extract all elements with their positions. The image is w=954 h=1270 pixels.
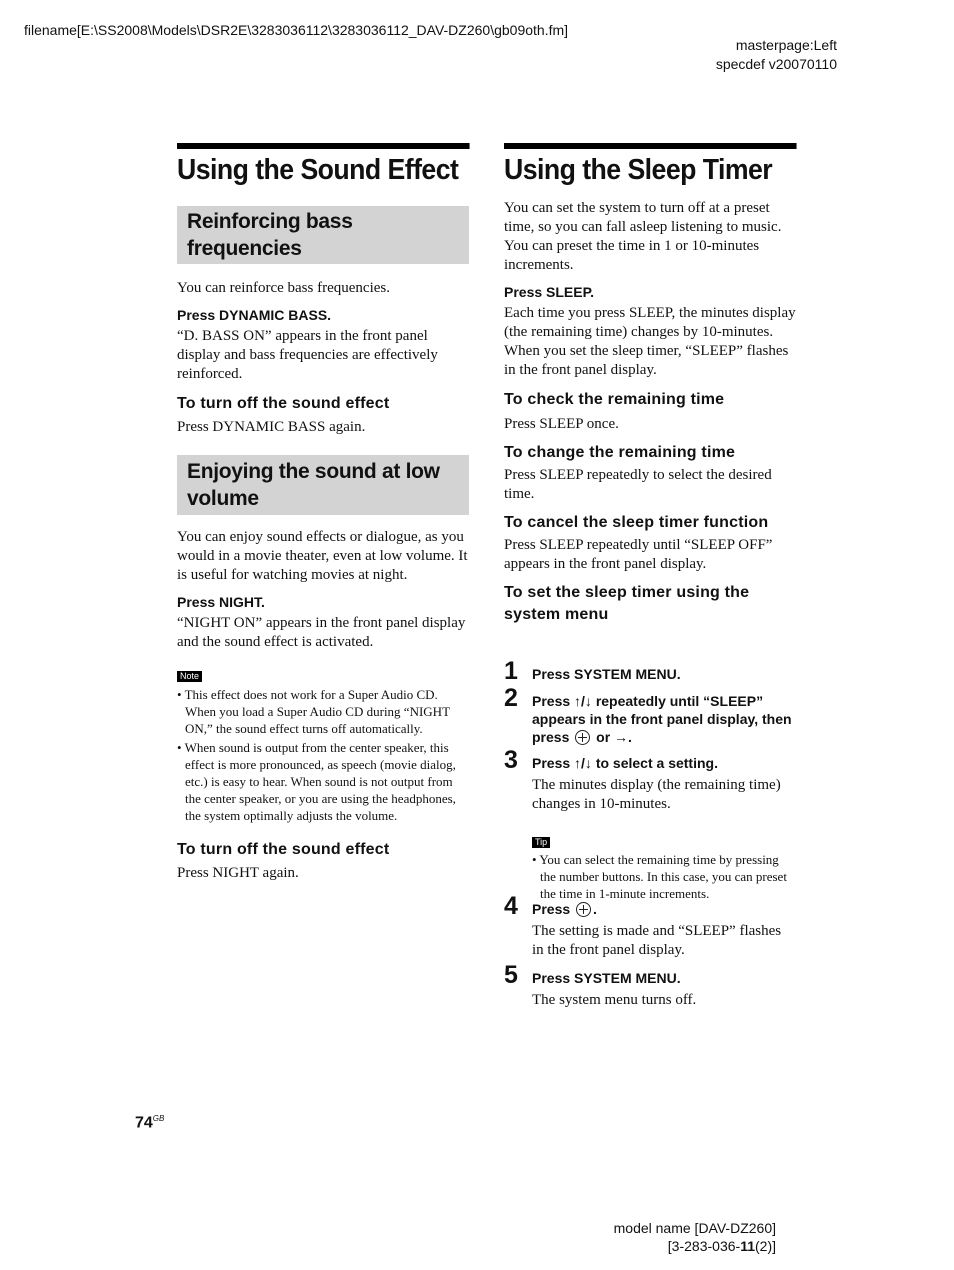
enter-button-icon: [576, 902, 591, 917]
right-page-title: Using the Sleep Timer: [504, 143, 797, 187]
night-body: “NIGHT ON” appears in the front panel display and the sound effect is activated.: [177, 615, 466, 650]
step-5: [504, 962, 796, 1010]
step-instruction: Press SYSTEM MENU.: [532, 666, 681, 682]
page-number: $74^{GB}$: [135, 1114, 165, 1132]
right-arrow-icon: →: [614, 729, 629, 745]
step-number: 3: [504, 746, 518, 774]
masterpage-header: masterpage:Left: [735, 37, 837, 53]
step-3: [504, 747, 796, 902]
bass-intro: You can reinforce bass frequencies.: [177, 280, 390, 296]
night-intro: You can enjoy sound effects or dialogue, as you would in a movie theater, even at low volume. It is useful for watching movies at night.: [177, 529, 468, 583]
left-page-title: Using the Sound Effect: [177, 143, 470, 187]
step-number: 1: [504, 657, 518, 685]
menu-heading: To set the sleep timer using the system menu: [504, 584, 750, 623]
night-off-heading: To turn off the sound effect: [177, 841, 390, 858]
step-description: The system menu turns off.: [532, 992, 697, 1008]
tip-item: • You can select the remaining time by pressing the number buttons. In this case, you can preset the time in 1-minute increments.: [532, 852, 787, 901]
tip-label: Tip: [532, 837, 550, 848]
page-suffix: GB: [152, 1114, 165, 1123]
sleep-intro: You can set the system to turn off at a preset time, so you can fall asleep listening to music. You can preset the time in 1 or 10-minutes increments.: [504, 200, 782, 273]
step-instruction: Press ↑/↓ to select a setting.: [532, 755, 718, 771]
bass-off-body: Press DYNAMIC BASS again.: [177, 419, 366, 435]
step-number: 4: [504, 892, 518, 920]
step-number: 5: [504, 961, 518, 989]
step-number: 2: [504, 684, 518, 712]
step-instruction: Press SYSTEM MENU.: [532, 970, 681, 986]
model-name: model name [DAV-DZ260]: [613, 1220, 776, 1236]
enter-button-icon: [575, 730, 590, 745]
note-label: Note: [177, 671, 202, 682]
up-down-arrow-icon: ↑/↓: [574, 755, 592, 771]
step-description: The setting is made and “SLEEP” flashes in the front panel display.: [532, 923, 782, 958]
step-2: [504, 685, 796, 746]
step-1: [504, 658, 796, 683]
night-section-heading: Enjoying the sound at low volume: [177, 455, 469, 515]
bass-instruction: Press DYNAMIC BASS.: [177, 307, 332, 323]
step-description: The minutes display (the remaining time) changes in 10-minutes.: [532, 777, 781, 812]
night-off-body: Press NIGHT again.: [177, 865, 299, 881]
cancel-heading: To cancel the sleep timer function: [504, 514, 769, 531]
night-instruction: Press NIGHT.: [177, 594, 265, 610]
change-heading: To change the remaining time: [504, 444, 736, 461]
check-body: Press SLEEP once.: [504, 416, 619, 432]
sleep-instruction: Press SLEEP.: [504, 284, 595, 300]
note-item: • When sound is output from the center speaker, this effect is more pronounced, as speech (movie dialog, etc.) is easy to hear. When sound is not output from the center speaker, or you are using the headphones, the system optimally adjusts the volume.: [177, 740, 456, 823]
bass-section-heading: Reinforcing bass frequencies: [177, 206, 469, 264]
bass-off-heading: To turn off the sound effect: [177, 395, 390, 412]
left-column: [177, 206, 469, 883]
step-instruction: Press ↑/↓ repeatedly until “SLEEP” appears in the front panel display, then press or →.: [532, 693, 792, 745]
filename-header: filename[E:\SS2008\Models\DSR2E\3283036112\3283036112_DAV-DZ260\gb09oth.fm]: [24, 22, 569, 38]
specdef-header: specdef v20070110: [715, 56, 837, 72]
cancel-body: Press SLEEP repeatedly until “SLEEP OFF” appears in the front panel display.: [504, 537, 773, 572]
change-body: Press SLEEP repeatedly to select the desired time.: [504, 467, 772, 502]
check-heading: To check the remaining time: [504, 391, 725, 408]
right-column: [504, 199, 796, 626]
step-4: [504, 893, 796, 960]
bass-body: “D. BASS ON” appears in the front panel display and bass frequencies are effectively reinforced.: [177, 328, 438, 382]
part-code: [3-283-036-11(2)]: [667, 1238, 776, 1254]
note-item: • This effect does not work for a Super Audio CD. When you load a Super Audio CD during “NIGHT ON,” the sound effect turns off automatically.: [177, 687, 450, 736]
sleep-body: Each time you press SLEEP, the minutes display (the remaining time) changes by 10-minutes. When you set the sleep timer, “SLEEP” flashes in the front panel display.: [504, 305, 796, 378]
up-down-arrow-icon: ↑/↓: [574, 693, 592, 709]
step-instruction: Press .: [532, 901, 597, 917]
